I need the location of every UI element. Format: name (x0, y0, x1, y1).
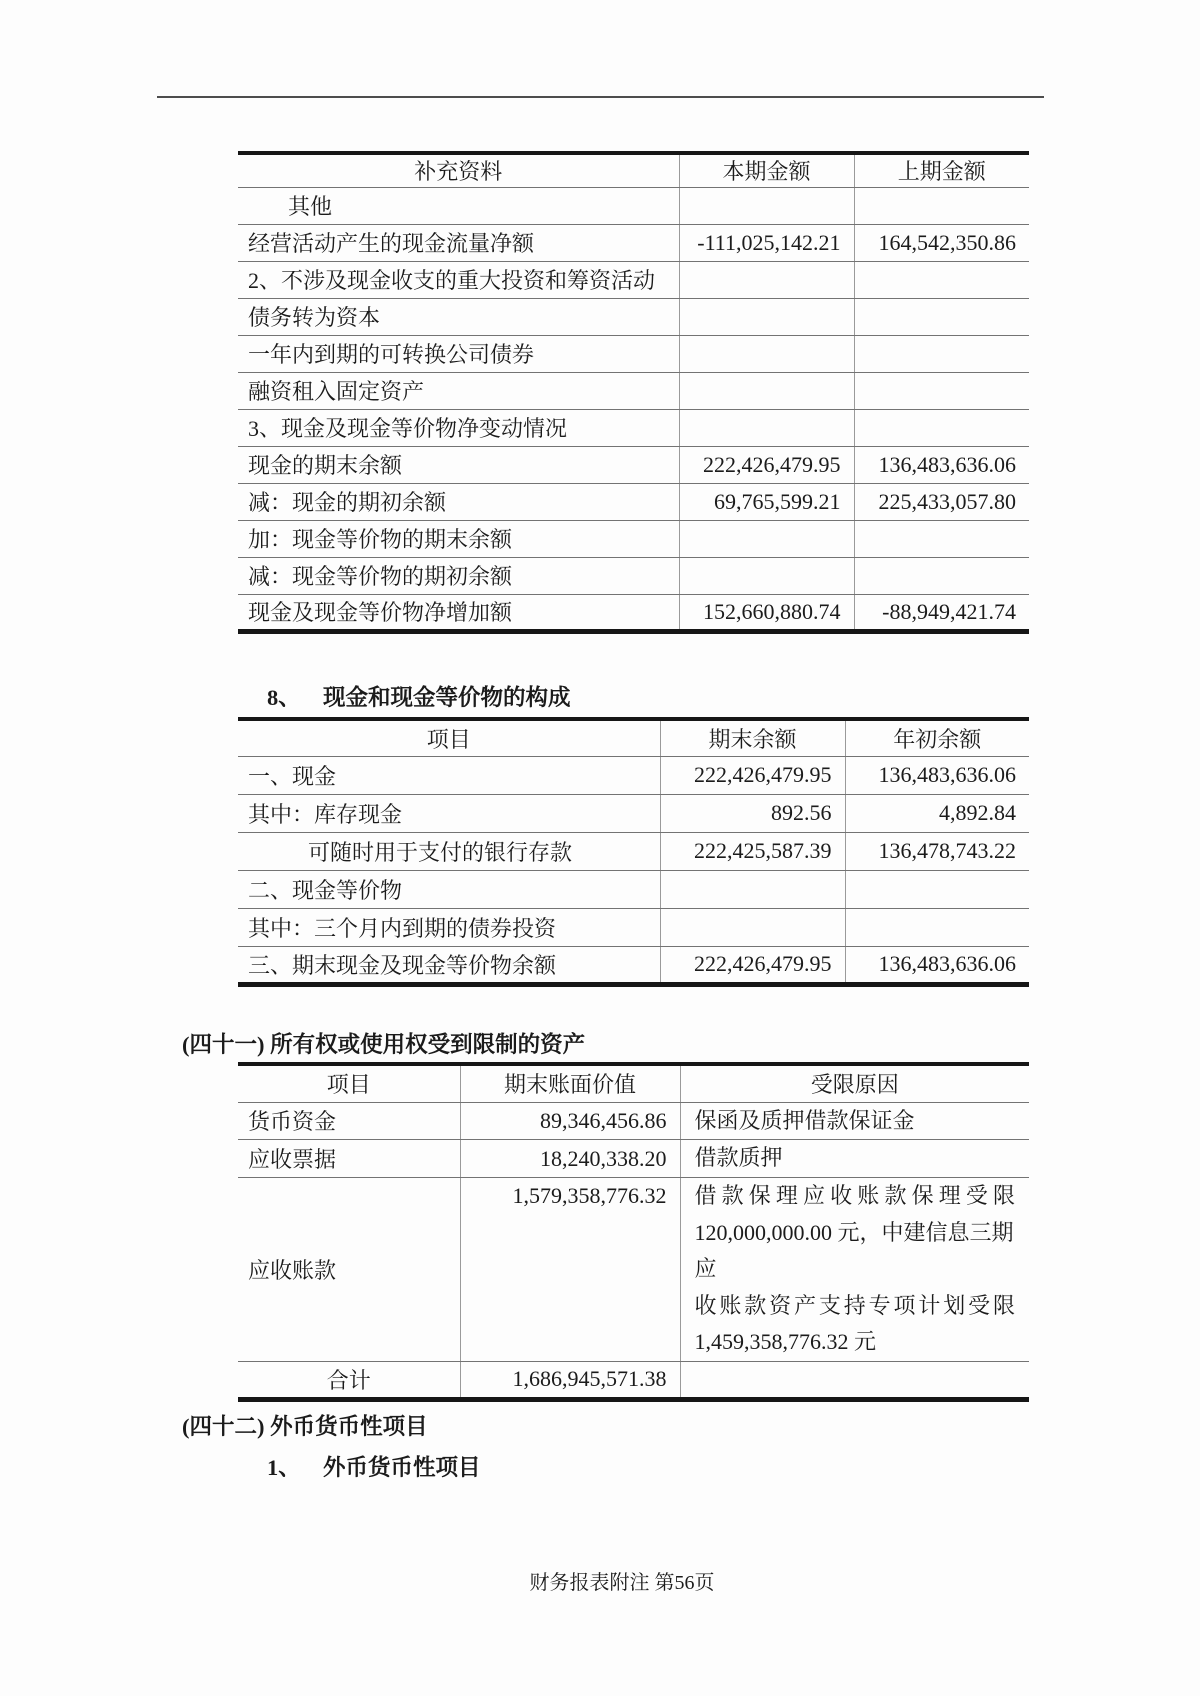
current-amount-cell (679, 557, 854, 594)
item-cell: 其中：三个月内到期的债券投资 (238, 908, 660, 946)
table-row (238, 946, 1029, 984)
prior-amount-cell (854, 298, 1029, 335)
opening-balance-cell: 136,483,636.06 (878, 951, 1016, 976)
item-cell: 一年内到期的可转换公司债券 (238, 335, 679, 372)
opening-balance-cell (845, 870, 1029, 908)
table-row (238, 187, 1029, 224)
table-row (238, 1361, 1029, 1399)
header-cell: 项目 (238, 719, 660, 756)
table-row (238, 908, 1029, 946)
item-cell: 现金的期末余额 (238, 446, 679, 483)
table-row (238, 832, 1029, 870)
item-cell: 减：现金的期初余额 (238, 483, 679, 520)
item-cell: 三、期末现金及现金等价物余额 (238, 946, 660, 984)
restriction-reason-cell: 保函及质押借款保证金 (680, 1102, 1029, 1140)
table-header-row (238, 153, 1029, 187)
table-row (238, 483, 1029, 520)
item-cell: 债务转为资本 (238, 298, 679, 335)
footer-text: 财务报表附注 第56页 (529, 1572, 715, 1594)
table-row (238, 520, 1029, 557)
table-row (238, 870, 1029, 908)
item-cell: 二、现金等价物 (238, 870, 660, 908)
current-amount-cell (679, 409, 854, 446)
item-cell: 其中：库存现金 (238, 794, 660, 832)
supplementary-info-table (238, 151, 1029, 634)
table-row (238, 409, 1029, 446)
section-heading-42-1 (267, 1454, 481, 1482)
table-row (238, 1102, 1029, 1140)
opening-balance-cell: 136,483,636.06 (845, 756, 1029, 794)
book-value-cell: 18,240,338.20 (460, 1140, 680, 1178)
book-value-cell: 1,579,358,776.32 (460, 1178, 680, 1362)
section-heading-8 (267, 684, 571, 712)
current-amount-cell (679, 187, 854, 224)
table-header-row (238, 1064, 1029, 1102)
table-row (238, 298, 1029, 335)
current-amount-cell (679, 298, 854, 335)
current-amount-cell: 152,660,880.74 (679, 594, 854, 631)
prior-amount-cell (854, 187, 1029, 224)
closing-balance-cell: 222,426,479.95 (660, 756, 845, 794)
reason-line: 借款保理应收账款保理受限 (694, 1183, 1015, 1208)
reason-line: 120,000,000.00 元，中建信息三期应 (694, 1219, 1014, 1281)
header-cell: 年初余额 (845, 719, 1029, 756)
table-row (238, 794, 1029, 832)
opening-balance-cell: 136,478,743.22 (845, 832, 1029, 870)
section-number: 1、 (267, 1455, 301, 1480)
restriction-reason-cell: 借款质押 (680, 1140, 1029, 1178)
closing-balance-cell (660, 908, 845, 946)
table-row (238, 1178, 1029, 1362)
current-amount-cell (679, 520, 854, 557)
item-cell: 2、不涉及现金收支的重大投资和筹资活动 (238, 261, 679, 298)
prior-amount-cell: 136,483,636.06 (854, 446, 1029, 483)
header-cell: 补充资料 (238, 153, 679, 187)
header-cell: 本期金额 (679, 153, 854, 187)
table-row (238, 557, 1029, 594)
reason-line: 1,459,358,776.32 元 (694, 1329, 877, 1354)
prior-amount-cell (854, 409, 1029, 446)
prior-amount-cell: 164,542,350.86 (854, 224, 1029, 261)
current-amount-cell (679, 372, 854, 409)
page-header-rule (157, 96, 1044, 98)
table-header-row (238, 719, 1029, 756)
section-heading-42 (182, 1413, 428, 1441)
current-amount-cell: 222,426,479.95 (679, 446, 854, 483)
restricted-assets-table (238, 1062, 1029, 1402)
section-title: 现金和现金等价物的构成 (323, 685, 571, 710)
section-title: (四十一) 所有权或使用权受到限制的资产 (182, 1032, 586, 1057)
restriction-reason-cell (680, 1178, 1029, 1362)
closing-balance-cell (660, 870, 845, 908)
reason-line: 收账款资产支持专项计划受限 (694, 1292, 1015, 1318)
closing-balance-cell: 222,426,479.95 (660, 946, 845, 984)
current-amount-cell (679, 261, 854, 298)
current-amount-cell (679, 335, 854, 372)
item-cell: 经营活动产生的现金流量净额 (238, 224, 679, 261)
total-label-cell: 合计 (238, 1361, 460, 1399)
item-cell: 减：现金等价物的期初余额 (238, 557, 679, 594)
prior-amount-cell (854, 261, 1029, 298)
prior-amount-cell (854, 520, 1029, 557)
current-amount-cell: 69,765,599.21 (679, 483, 854, 520)
item-cell: 应收账款 (238, 1178, 460, 1362)
item-cell: 应收票据 (238, 1140, 460, 1178)
table-row (238, 1140, 1029, 1178)
section-heading-41 (182, 1031, 585, 1059)
restriction-reason-cell (680, 1361, 1029, 1399)
page-footer (0, 1569, 1200, 1597)
table-row (238, 594, 1029, 631)
item-cell: 3、现金及现金等价物净变动情况 (238, 409, 679, 446)
header-cell: 期末余额 (660, 719, 845, 756)
section-title: 外币货币性项目 (323, 1455, 481, 1480)
item-cell: 融资租入固定资产 (238, 372, 679, 409)
table-row (238, 224, 1029, 261)
header-cell: 上期金额 (854, 153, 1029, 187)
closing-balance-cell: 892.56 (660, 794, 845, 832)
item-cell: 加：现金等价物的期末余额 (238, 520, 679, 557)
current-amount-cell: -111,025,142.21 (679, 224, 854, 261)
cash-composition-table (238, 717, 1029, 987)
book-value-cell: 1,686,945,571.38 (460, 1361, 680, 1399)
section-number: 8、 (267, 685, 301, 710)
prior-amount-cell (854, 557, 1029, 594)
opening-balance-cell (845, 908, 1029, 946)
closing-balance-cell: 222,425,587.39 (660, 832, 845, 870)
item-cell: 可随时用于支付的银行存款 (238, 832, 660, 870)
opening-balance-cell: 4,892.84 (845, 794, 1029, 832)
table-row (238, 756, 1029, 794)
prior-amount-cell (854, 335, 1029, 372)
item-cell: 其他 (238, 187, 679, 224)
item-cell: 现金及现金等价物净增加额 (238, 594, 679, 631)
table-row (238, 335, 1029, 372)
prior-amount-cell (854, 372, 1029, 409)
table-row (238, 261, 1029, 298)
header-cell: 期末账面价值 (460, 1064, 680, 1102)
header-cell: 项目 (238, 1064, 460, 1102)
item-cell: 一、现金 (238, 756, 660, 794)
prior-amount-cell: 225,433,057.80 (854, 483, 1029, 520)
item-cell: 货币资金 (238, 1102, 460, 1140)
table-row (238, 446, 1029, 483)
prior-amount-cell: -88,949,421.74 (882, 598, 1016, 624)
header-cell: 受限原因 (680, 1064, 1029, 1102)
section-title: (四十二) 外币货币性项目 (182, 1414, 428, 1439)
table-row (238, 372, 1029, 409)
book-value-cell: 89,346,456.86 (460, 1102, 680, 1140)
